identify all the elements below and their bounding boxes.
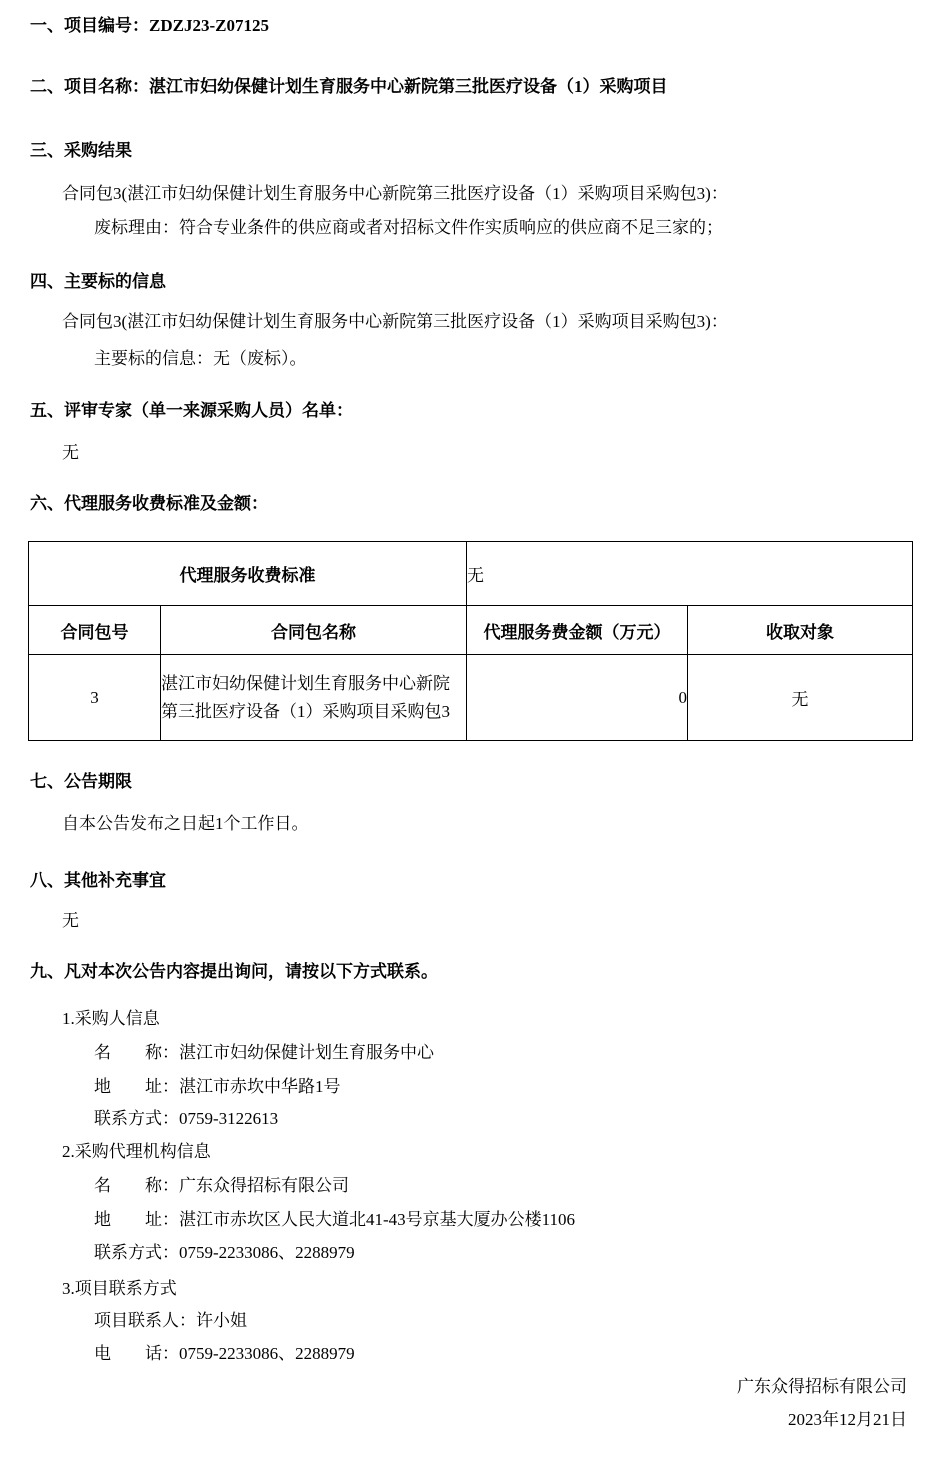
cell-package-no: 3: [29, 655, 161, 741]
purchaser-phone-line: 联系方式：0759-3122613: [94, 1109, 279, 1128]
subject-package-line: 合同包3(湛江市妇幼保健计划生育服务中心新院第三批医疗设备（1）采购项目采购包3)：: [62, 312, 728, 331]
col-header-package-name: 合同包名称: [161, 606, 467, 655]
signature-date: 2023年12月21日: [788, 1410, 907, 1429]
announcement-period-value: 自本公告发布之日起1个工作日。: [62, 814, 309, 833]
experts-heading: 五、评审专家（单一来源采购人员）名单：: [30, 401, 353, 420]
table-row: [29, 655, 913, 741]
cell-charge-target: 无: [688, 655, 913, 741]
main-subject-heading: 四、主要标的信息: [30, 272, 166, 291]
agency-info-title: 2.采购代理机构信息: [62, 1142, 211, 1161]
agency-name-line: 名 称：广东众得招标有限公司: [94, 1176, 349, 1195]
project-contact-person: 项目联系人：许小姐: [94, 1311, 247, 1330]
fee-standard-row: [29, 542, 913, 606]
cell-fee-amount: 0: [467, 655, 688, 741]
project-contact-title: 3.项目联系方式: [62, 1279, 177, 1298]
purchaser-info-title: 1.采购人信息: [62, 1009, 160, 1028]
agency-address-line: 地 址：湛江市赤坎区人民大道北41-43号京基大厦办公楼1106: [94, 1210, 576, 1229]
result-package-line: 合同包3(湛江市妇幼保健计划生育服务中心新院第三批医疗设备（1）采购项目采购包3)：: [62, 184, 728, 203]
result-reason-line: 废标理由：符合专业条件的供应商或者对招标文件作实质响应的供应商不足三家的；: [94, 218, 723, 237]
other-matters-value: 无: [62, 911, 79, 930]
other-matters-heading: 八、其他补充事宜: [30, 871, 166, 890]
table-header-row: [29, 606, 913, 655]
agency-fee-table: [28, 541, 913, 741]
fee-standard-label-cell: 代理服务收费标准: [29, 542, 467, 606]
agency-phone-line: 联系方式：0759-2233086、2288979: [94, 1243, 355, 1262]
project-name-heading: 二、项目名称：湛江市妇幼保健计划生育服务中心新院第三批医疗设备（1）采购项目: [30, 77, 668, 96]
cell-package-name: 湛江市妇幼保健计划生育服务中心新院第三批医疗设备（1）采购项目采购包3: [161, 655, 467, 741]
col-header-charge-target: 收取对象: [688, 606, 913, 655]
project-number-heading: 一、项目编号：ZDZJ23-Z07125: [30, 16, 269, 35]
subject-info-line: 主要标的信息：无（废标）。: [94, 349, 307, 368]
experts-value: 无: [62, 443, 79, 462]
purchaser-name-line: 名 称：湛江市妇幼保健计划生育服务中心: [94, 1043, 434, 1062]
col-header-package-no: 合同包号: [29, 606, 161, 655]
project-contact-phone: 电 话：0759-2233086、2288979: [94, 1344, 355, 1363]
contact-section-heading: 九、凡对本次公告内容提出询问，请按以下方式联系。: [30, 962, 438, 981]
agency-fee-heading: 六、代理服务收费标准及金额：: [30, 494, 268, 513]
signature-agency-name: 广东众得招标有限公司: [737, 1377, 907, 1396]
announcement-period-heading: 七、公告期限: [30, 772, 132, 791]
fee-standard-value-cell: 无: [467, 542, 913, 606]
procurement-result-heading: 三、采购结果: [30, 141, 132, 160]
col-header-fee-amount: 代理服务费金额（万元）: [467, 606, 688, 655]
purchaser-address-line: 地 址：湛江市赤坎中华路1号: [94, 1077, 341, 1096]
